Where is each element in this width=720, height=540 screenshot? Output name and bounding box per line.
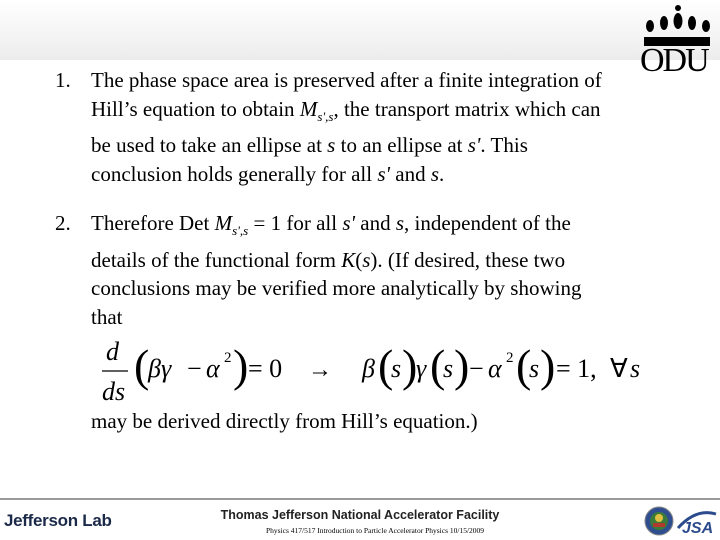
text-line: Hill’s equation to obtain $M_{s',s}$, the transport matrix which can (91, 96, 601, 124)
formula-s: s (529, 354, 540, 383)
list-number: 2. (55, 211, 71, 235)
formula-alpha: α (206, 354, 220, 383)
jsa-logo (676, 506, 718, 536)
text-line: be used to take an ellipse at s to an ellipse at s'. This (91, 133, 528, 158)
formula-beta-gamma: βγ (148, 354, 172, 383)
odu-crown-icon (642, 4, 714, 34)
formula-lparen: ( (134, 340, 150, 391)
footer-title: Thomas Jefferson National Accelerator Facility (220, 508, 500, 522)
formula-square: 2 (506, 350, 514, 366)
formula-lparen: ( (430, 340, 446, 391)
arrow-icon: → (308, 357, 332, 383)
forall-icon: ∀ (610, 354, 628, 383)
jefferson-lab-logo: Jefferson Lab (4, 511, 112, 530)
doe-seal-icon (644, 506, 674, 536)
formula-d: d (106, 338, 119, 366)
header-band (0, 0, 720, 60)
formula-rparen: ) (540, 340, 556, 391)
formula-rparen: ) (454, 340, 470, 391)
text-line: details of the functional form K(s). (If desired, these two (91, 247, 566, 272)
jsa-logo-text: JSA (682, 520, 714, 536)
text-line: Therefore Det $M_{s',s} = 1$ for all s' and s, independent of the (91, 211, 571, 239)
text-line: conclusions may be verified more analytically by showing (91, 276, 582, 301)
formula-s: s (443, 354, 454, 383)
formula-gamma: γ (416, 354, 427, 383)
formula-rparen: ) (402, 340, 418, 391)
formula-beta: β (362, 354, 375, 383)
formula-minus: − (469, 354, 484, 383)
formula-alpha: α (488, 354, 502, 383)
text-line: may be derived directly from Hill’s equation.) (91, 409, 478, 433)
formula-minus: − (187, 354, 202, 383)
invariant-formula (100, 338, 660, 410)
text-line: The phase space area is preserved after a finite integration of (91, 68, 602, 92)
odu-logo-text: ODU (640, 42, 708, 79)
text-line: conclusion holds generally for all s' and s. (91, 161, 445, 186)
footer-subtitle: Physics 417/517 Introduction to Particle Accelerator Physics 10/15/2009 (265, 526, 485, 535)
text-line: that (91, 304, 123, 329)
formula-s: s (391, 354, 402, 383)
footer-divider (0, 498, 720, 500)
formula-lparen: ( (516, 340, 532, 391)
list-number: 1. (55, 68, 71, 92)
list-item-text (91, 209, 691, 331)
formula-lparen: ( (378, 340, 394, 391)
formula-square: 2 (224, 350, 232, 366)
formula-s: s (630, 354, 641, 383)
formula-equals-zero: = 0 (248, 354, 283, 383)
list-item-text (91, 66, 691, 188)
formula-equals-one: = 1, (556, 354, 597, 383)
formula-ds: ds (102, 377, 126, 406)
formula-rparen: ) (233, 340, 249, 391)
